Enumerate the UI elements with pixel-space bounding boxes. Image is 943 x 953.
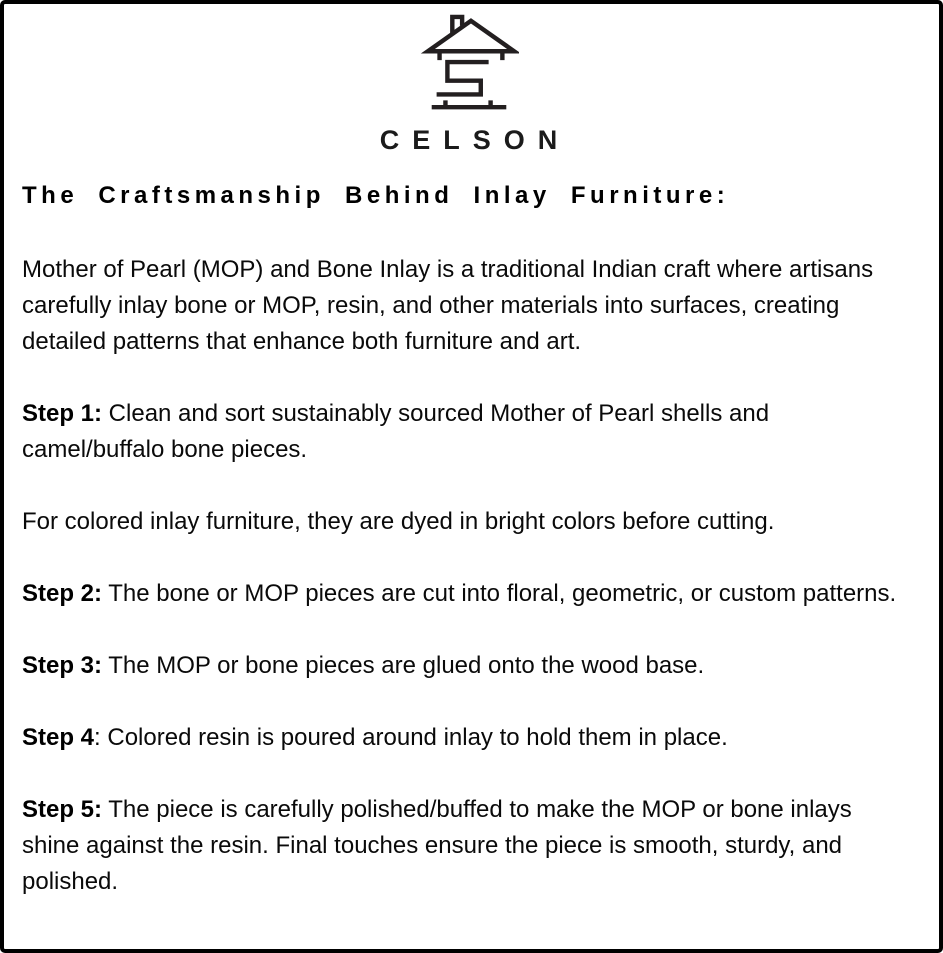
eave-ticks: [439, 53, 502, 60]
step-5-label: Step 5:: [22, 796, 103, 823]
paragraph-text: Mother of Pearl (MOP) and Bone Inlay is a traditional Indian craft where artisans carefully inlay bone or MOP, resin, and other materials into surfaces, creating detailed patterns that enhance both furniture and art.: [22, 256, 874, 355]
colored-inlay-paragraph: [22, 504, 915, 540]
step-1-label: Step 1:: [22, 400, 103, 427]
paragraph-text: Clean and sort sustainably sourced Mother of Pearl shells and camel/buffalo bone pieces.: [22, 400, 770, 463]
s-monogram: [436, 62, 488, 94]
roof-shape: [427, 21, 513, 51]
paragraph-text: The MOP or bone pieces are glued onto the wood base.: [102, 652, 705, 679]
paragraph-text: The piece is carefully polished/buffed to make the MOP or bone inlays shine against the resin. Final touches ensure the piece is smooth, sturdy, and polished.: [22, 796, 852, 895]
step-2-paragraph: [22, 576, 915, 612]
page-title: The Craftsmanship Behind Inlay Furniture:: [22, 182, 730, 209]
brand-name: CELSON: [379, 125, 571, 155]
step-4-paragraph: [22, 720, 915, 756]
paragraph-text: The bone or MOP pieces are cut into floral, geometric, or custom patterns.: [102, 580, 897, 607]
paragraph-text: : Colored resin is poured around inlay to hold them in place.: [94, 724, 728, 751]
step-3-paragraph: [22, 648, 915, 684]
step-3-label: Step 3:: [22, 652, 103, 679]
step-2-label: Step 2:: [22, 580, 103, 607]
celson-logo: [22, 12, 915, 123]
intro-paragraph: [22, 252, 915, 360]
step-1-paragraph: [22, 396, 915, 468]
house-s-monogram-icon: [419, 12, 519, 118]
step-4-label: Step 4: [22, 724, 95, 751]
step-5-paragraph: [22, 792, 915, 900]
paragraph-text: For colored inlay furniture, they are dyed in bright colors before cutting.: [22, 508, 775, 535]
